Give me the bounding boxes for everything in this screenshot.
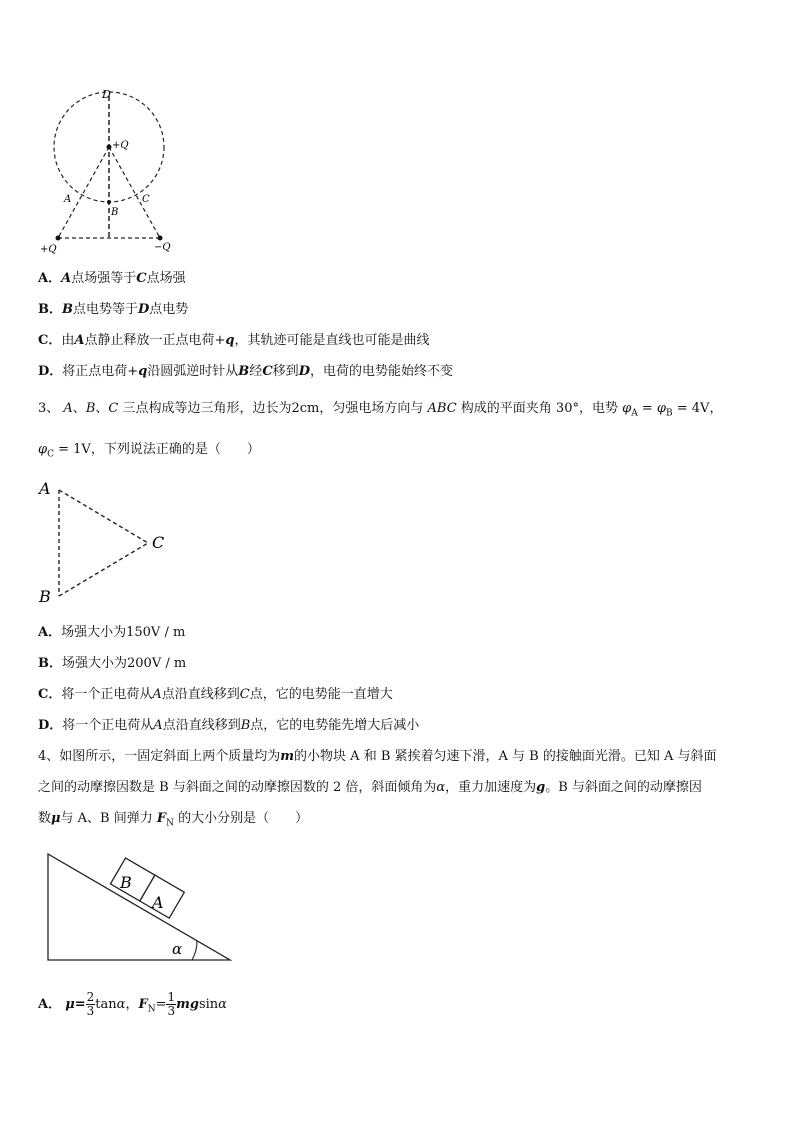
text-run: 点沿直线移到 [161,687,240,702]
q2-option-a [38,270,186,288]
q4-mu: μ= [65,997,86,1012]
label-b: B [111,207,119,218]
left-dashed-line [58,147,109,238]
text-run: 的大小分别是（ ） [173,811,309,826]
q4-mg: mg [176,997,199,1012]
text-run: 点沿直线移到 [162,718,241,733]
q4-option-a [38,988,227,1027]
q4-stem-line2 [38,779,702,797]
label-c: C [142,194,150,205]
label-a: A [64,194,72,205]
text-run: 将一个正电荷从 [61,687,153,702]
label-plus-q-center: +Q [112,140,129,151]
text-run: B [238,364,250,379]
q4-option-a-letter: A． [38,997,62,1012]
text-run: φ [38,442,48,457]
text-run: ABC [427,401,457,416]
q4-tan: tan [95,997,117,1012]
text-run: μ [51,811,61,826]
text-run: q [138,364,148,379]
text-run: 将正点电荷+ [62,364,139,379]
text-run: 点场强等于 [71,271,137,286]
side-ac [59,490,148,543]
option-letter: A． [38,271,62,286]
text-run: A [74,333,85,348]
fraction-one-third: $\frac{1}{3}$ [167,990,176,1018]
label-d: D [102,88,111,101]
q3-stem-line2 [38,441,260,464]
option-letter: C． [38,687,62,702]
text-run: B [62,302,73,317]
text-run: F [156,811,167,826]
q4-stem-line3 [38,810,308,833]
text-run: A [152,687,162,702]
text-run: = [637,401,657,416]
text-run: 点电势 [149,302,189,317]
q2-option-c [38,332,429,350]
text-run: φ [656,401,666,416]
side-bc [59,543,148,596]
text-run: B [240,718,251,733]
text-run: α [436,780,446,795]
label-minus-q-right: −Q [154,242,171,253]
figure-incline-blocks [40,848,240,966]
text-run: 三点构成等边三角形，边长为 [118,401,292,416]
text-run: 2cm [291,401,320,416]
right-dashed-line [109,147,160,238]
left-charge-dot [56,236,61,241]
text-run: A [153,718,163,733]
q3-stem-line1 [38,400,722,423]
figure-charges-circle [36,86,196,258]
text-run: 、 [72,401,86,416]
q3-option-c [38,686,393,704]
figure-triangle-abc [36,478,176,608]
text-run: 点，它的电势能先增大后减小 [250,718,420,733]
label-block-b: B [120,873,132,892]
text-run: 将一个正电荷从 [62,718,154,733]
q4-stem-line1 [38,748,717,766]
fraction-two-thirds: $\frac{2}{3}$ [86,990,95,1018]
q3-option-a [38,624,185,642]
text-run: 点场强 [146,271,186,286]
text-run: 与 A、B 间弹力 [60,811,157,826]
text-run: 之间的动摩擦因数是 B 与斜面之间的动摩擦因数的 2 倍，斜面倾角为 [38,780,437,795]
text-run: φ [622,401,632,416]
text-run: 、 [95,401,109,416]
text-run: 的小物块 A 和 B 紧挨着匀速下滑，A 与 B 的接触面光滑。已知 A 与斜面 [294,749,717,764]
text-run: 点电势等于 [73,302,139,317]
text-run: 构成的平面夹角 30°，电势 [456,401,623,416]
text-run: C [262,364,273,379]
q4-eq: = [155,997,167,1012]
text-run: 移到 [272,364,299,379]
text-run: C [136,271,147,286]
text-run: 场强大小为 [62,656,128,671]
text-run: q [225,333,235,348]
option-letter: B． [38,302,62,317]
text-run: 150V / m [126,625,186,640]
text-run: = 1V，下列说法正确的是（ ） [54,442,260,457]
text-run: A [63,401,73,416]
q4-sep: ， [125,997,139,1012]
text-run: = 4V， [672,401,723,416]
center-charge-dot [107,145,112,150]
text-run: C [239,687,250,702]
text-run: ，电荷的电势能始终不变 [309,364,453,379]
text-run: 由 [61,333,75,348]
text-run: 。B 与斜面之间的动摩擦因 [545,780,702,795]
text-run: 点，它的电势能一直增大 [249,687,393,702]
text-run: 数 [38,811,52,826]
q4-fn-sub: N [147,1004,156,1015]
q4-sin: sin [198,997,219,1012]
text-run: 点静止释放一正点电荷+ [84,333,226,348]
text-run: A [631,408,638,419]
label-tri-a: A [39,479,51,498]
text-run: m [280,749,295,764]
text-run: D [298,364,310,379]
q4-fn: F [138,997,148,1012]
label-block-a: A [152,893,164,912]
option-letter: A． [38,625,62,640]
text-run: 4、如图所示，一固定斜面上两个质量均为 [38,749,281,764]
q3-option-d [38,717,419,735]
right-charge-dot [158,236,163,241]
label-plus-q-left: +Q [40,244,57,255]
label-alpha: α [172,940,183,958]
option-letter: C． [38,333,62,348]
point-b-dot [107,200,111,204]
text-run: D [138,302,150,317]
label-tri-c: C [152,533,165,552]
text-run: 经 [249,364,263,379]
text-run: ，其轨迹可能是直线也可能是曲线 [234,333,430,348]
option-letter: B． [38,656,62,671]
angle-arc [192,941,197,960]
text-run: B [666,408,673,419]
text-run: 沿圆弧逆时针从 [147,364,239,379]
text-run: A [61,271,72,286]
option-letter: D． [38,718,63,733]
text-run: C [108,401,119,416]
text-run: ，重力加速度为 [445,780,537,795]
text-run: B [85,401,96,416]
option-letter: D． [38,364,63,379]
text-run: g [536,780,546,795]
text-run: C [47,449,54,460]
q4-alpha1: α [116,997,126,1012]
q4-alpha2: α [218,997,227,1012]
text-run: N [166,818,174,829]
text-run: 3、 [38,401,64,416]
label-tri-b: B [39,587,51,606]
text-run: 场强大小为 [61,625,127,640]
text-run: 200V / m [127,656,187,671]
q2-option-d [38,363,453,381]
text-run: ，匀强电场方向与 [319,401,428,416]
q3-option-b [38,655,186,673]
q2-option-b [38,301,188,319]
